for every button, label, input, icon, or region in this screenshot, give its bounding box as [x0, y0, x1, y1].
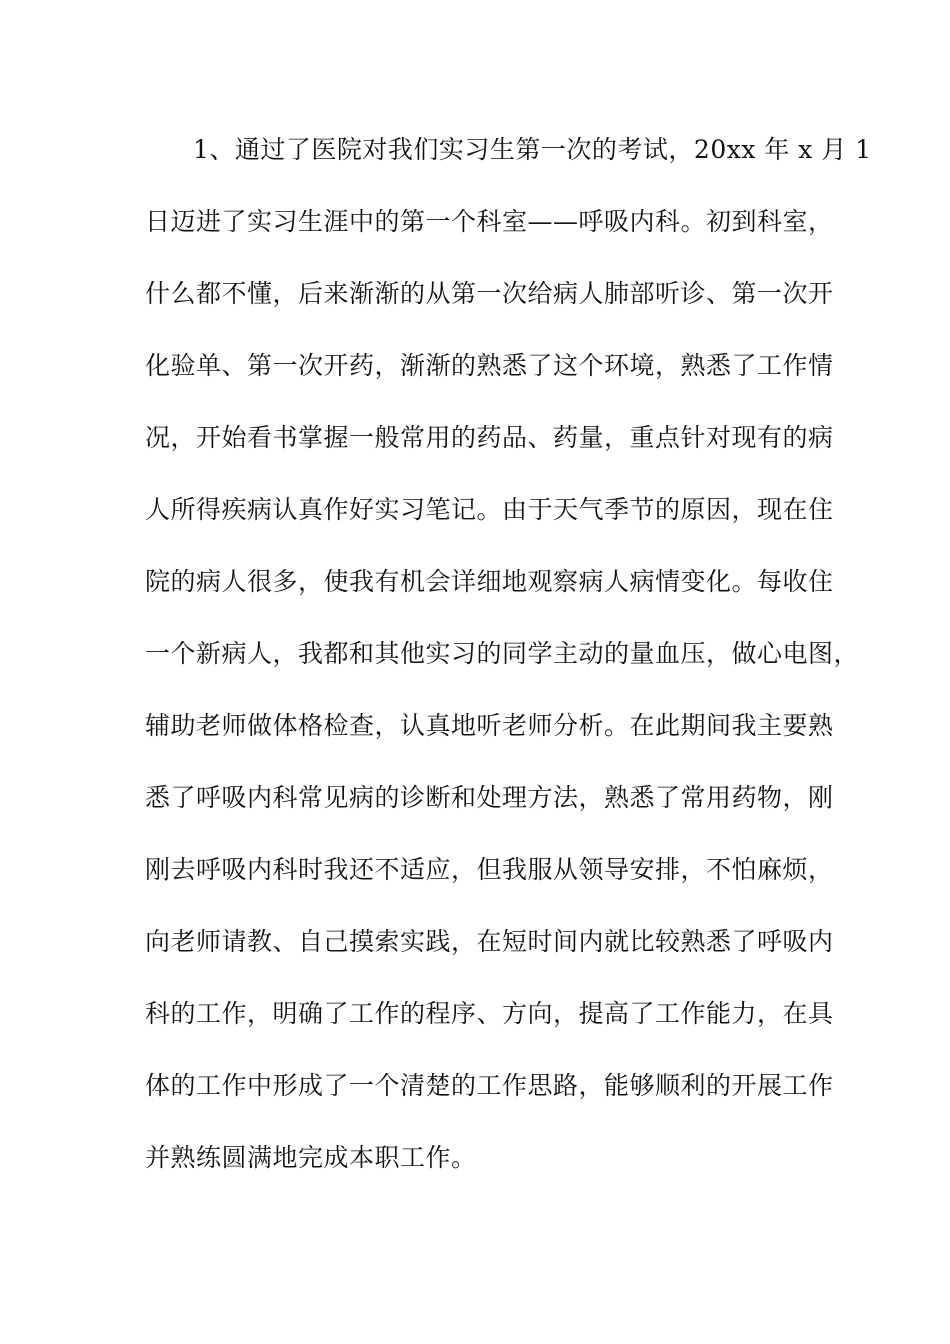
paragraph-line: 并熟练圆满地完成本职工作。	[145, 1143, 477, 1172]
paragraph-line: 体的工作中形成了一个清楚的工作思路，能够顺利的开展工作	[145, 1071, 834, 1100]
paragraph-line: 一个新病人，我都和其他实习的同学主动的量血压，做心电图，	[145, 639, 860, 668]
paragraph-line: 1、通过了医院对我们实习生第一次的考试，20xx 年 x 月 1	[193, 135, 872, 164]
paragraph-line: 人所得疾病认真作好实习笔记。由于天气季节的原因，现在住	[145, 495, 834, 524]
paragraph-line: 科的工作，明确了工作的程序、方向，提高了工作能力，在具	[145, 999, 834, 1028]
paragraph-line: 日迈进了实习生涯中的第一个科室——呼吸内科。初到科室，	[145, 207, 834, 236]
paragraph-line: 悉了呼吸内科常见病的诊断和处理方法，熟悉了常用药物，刚	[145, 783, 834, 812]
paragraph-line: 向老师请教、自己摸索实践，在短时间内就比较熟悉了呼吸内	[145, 927, 834, 956]
paragraph-line: 院的病人很多，使我有机会详细地观察病人病情变化。每收住	[145, 567, 834, 596]
paragraph	[145, 132, 872, 1212]
paragraph-line: 刚去呼吸内科时我还不适应，但我服从领导安排，不怕麻烦，	[145, 855, 834, 884]
paragraph-line: 化验单、第一次开药，渐渐的熟悉了这个环境，熟悉了工作情	[145, 351, 834, 380]
paragraph-line: 什么都不懂，后来渐渐的从第一次给病人肺部听诊、第一次开	[145, 279, 834, 308]
paragraph-line: 况，开始看书掌握一般常用的药品、药量，重点针对现有的病	[145, 423, 834, 452]
paragraph-line: 辅助老师做体格检查，认真地听老师分析。在此期间我主要熟	[145, 711, 834, 740]
